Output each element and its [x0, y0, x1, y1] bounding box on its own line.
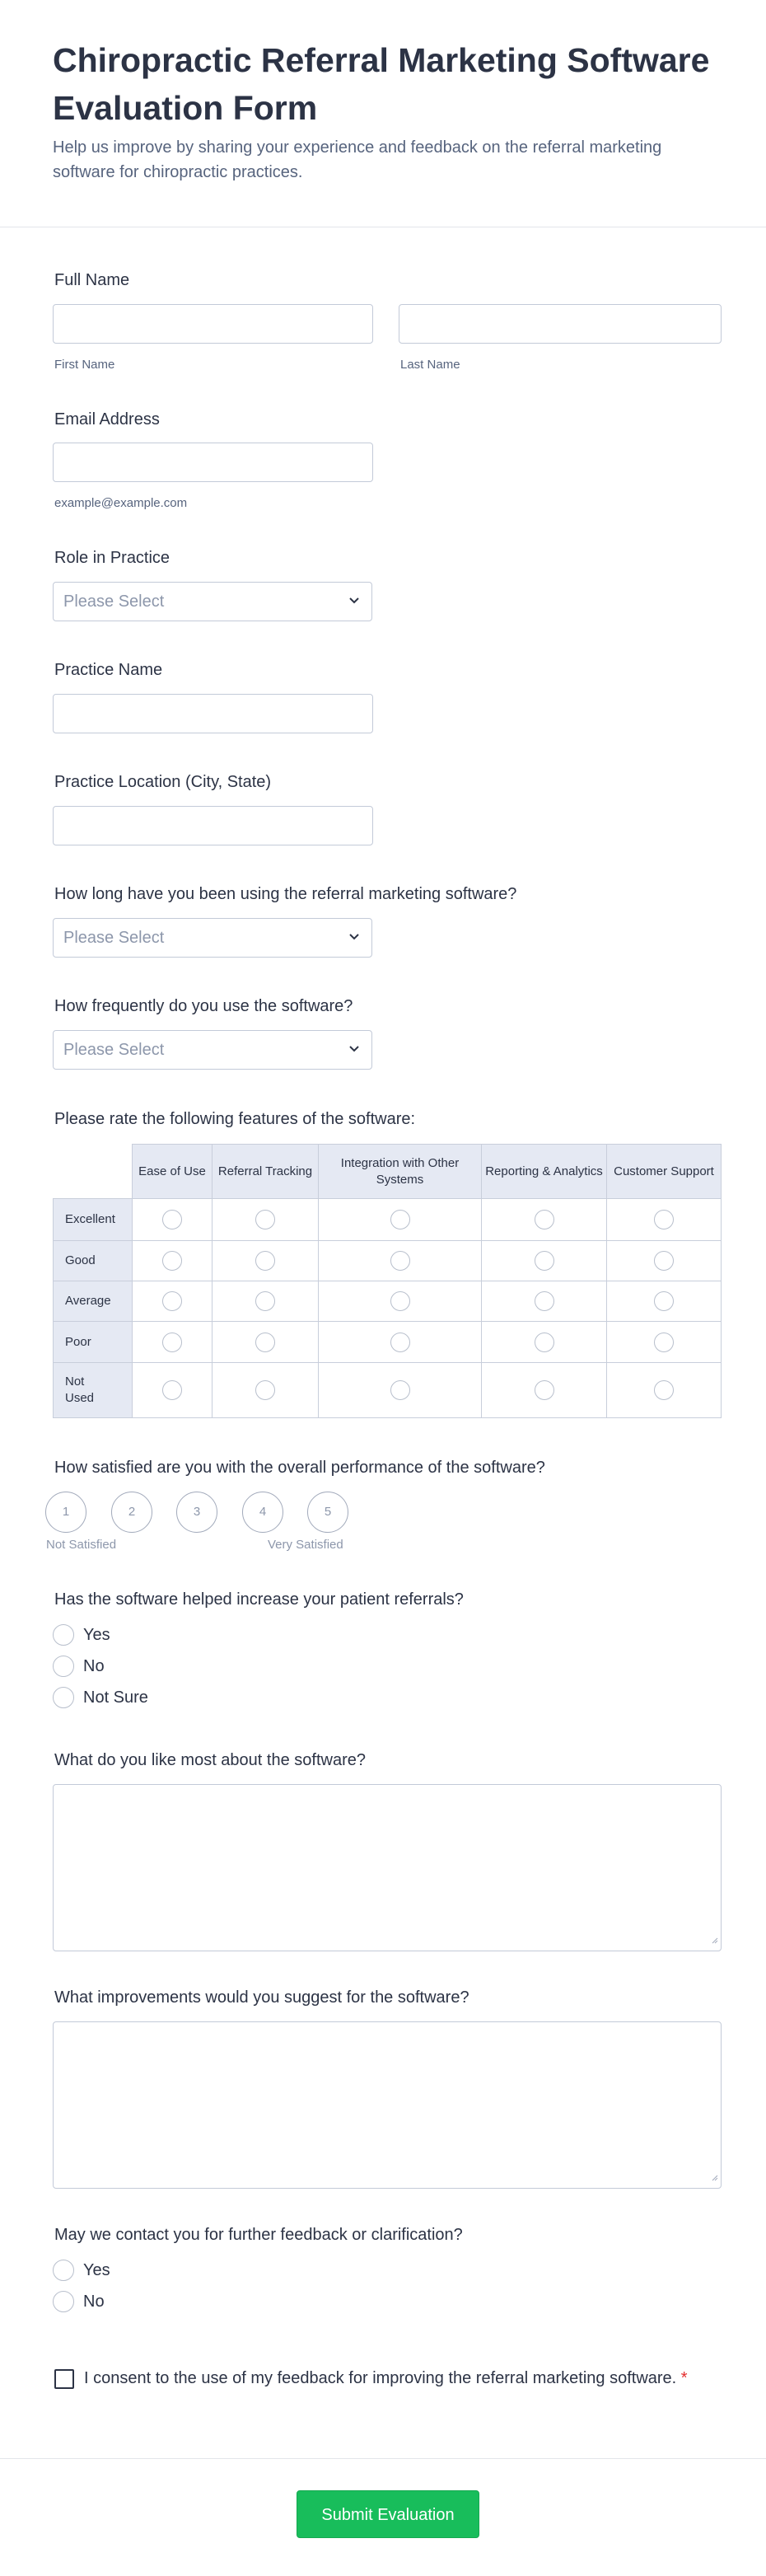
- scale-option-4[interactable]: 4: [242, 1492, 283, 1533]
- matrix-radio[interactable]: [255, 1332, 275, 1352]
- matrix-radio[interactable]: [390, 1210, 410, 1229]
- option-label: No: [83, 2293, 105, 2311]
- option-label: Yes: [83, 1626, 110, 1644]
- form-header: [0, 0, 766, 227]
- matrix-radio[interactable]: [654, 1251, 674, 1271]
- matrix-radio[interactable]: [255, 1210, 275, 1229]
- footer-divider: [0, 2458, 766, 2459]
- usage-frequency-select[interactable]: [53, 1030, 372, 1070]
- matrix-radio[interactable]: [535, 1210, 554, 1229]
- matrix-radio[interactable]: [654, 1291, 674, 1311]
- consent-text: I consent to the use of my feedback for improving the referral marketing software.: [84, 2369, 677, 2387]
- matrix-radio[interactable]: [654, 1332, 674, 1352]
- matrix-radio[interactable]: [390, 1251, 410, 1271]
- practice-name-label: Practice Name: [54, 661, 163, 679]
- rating-matrix: [53, 1144, 722, 1418]
- scale-option-1[interactable]: 1: [45, 1492, 86, 1533]
- role-label: Role in Practice: [54, 549, 170, 567]
- option-label: No: [83, 1657, 105, 1675]
- scale-high-caption: Very Satisfied: [268, 1538, 343, 1552]
- rating-label: Please rate the following features of the software:: [54, 1110, 416, 1128]
- matrix-column-header: Reporting & Analytics: [482, 1145, 607, 1199]
- first-name-sublabel: First Name: [54, 358, 115, 372]
- matrix-radio[interactable]: [390, 1291, 410, 1311]
- matrix-row-label: Average: [54, 1281, 133, 1322]
- scale-option-3[interactable]: 3: [176, 1492, 217, 1533]
- chevron-down-icon: [348, 583, 360, 605]
- matrix-row: [54, 1322, 722, 1363]
- email-sublabel: example@example.com: [54, 496, 188, 510]
- referrals-label: Has the software helped increase your patient referrals?: [54, 1590, 464, 1609]
- matrix-radio[interactable]: [162, 1251, 182, 1271]
- email-label: Email Address: [54, 410, 160, 429]
- radio-button[interactable]: [53, 1687, 74, 1708]
- matrix-row-label: Good: [54, 1241, 133, 1281]
- radio-button[interactable]: [53, 2291, 74, 2312]
- matrix-radio[interactable]: [654, 1380, 674, 1400]
- matrix-column-header: Integration with Other Systems: [319, 1145, 482, 1199]
- matrix-radio[interactable]: [162, 1380, 182, 1400]
- radio-button[interactable]: [53, 1624, 74, 1646]
- like-most-textarea[interactable]: [53, 1784, 722, 1951]
- matrix-row: [54, 1241, 722, 1281]
- option-label: Not Sure: [83, 1688, 148, 1707]
- improvements-textarea[interactable]: [53, 2021, 722, 2189]
- matrix-radio[interactable]: [255, 1251, 275, 1271]
- matrix-radio[interactable]: [535, 1380, 554, 1400]
- matrix-radio[interactable]: [162, 1210, 182, 1229]
- matrix-radio[interactable]: [535, 1251, 554, 1271]
- matrix-row-label: Excellent: [54, 1199, 133, 1241]
- contact-label: May we contact you for further feedback or clarification?: [54, 2226, 463, 2244]
- chevron-down-icon: [348, 1031, 360, 1053]
- matrix-radio[interactable]: [535, 1291, 554, 1311]
- email-input[interactable]: [53, 443, 373, 482]
- matrix-radio[interactable]: [162, 1291, 182, 1311]
- option-label: Yes: [83, 2261, 110, 2279]
- matrix-row-label: Poor: [54, 1322, 133, 1363]
- last-name-sublabel: Last Name: [400, 358, 460, 372]
- submit-button[interactable]: Submit Evaluation: [297, 2490, 479, 2538]
- matrix-radio[interactable]: [390, 1332, 410, 1352]
- improvements-label: What improvements would you suggest for the software?: [54, 1988, 469, 2007]
- practice-location-label: Practice Location (City, State): [54, 773, 272, 791]
- usage-duration-label: How long have you been using the referral marketing software?: [54, 885, 517, 903]
- like-most-label: What do you like most about the software?: [54, 1751, 366, 1769]
- usage-frequency-label: How frequently do you use the software?: [54, 997, 353, 1015]
- matrix-radio[interactable]: [255, 1380, 275, 1400]
- required-mark: *: [680, 2369, 688, 2387]
- matrix-radio[interactable]: [162, 1332, 182, 1352]
- form-title: Chiropractic Referral Marketing Software Evaluation Form: [53, 41, 710, 127]
- role-select-value: Please Select: [63, 592, 165, 611]
- resize-grip-icon[interactable]: [711, 1933, 718, 1948]
- satisfaction-label: How satisfied are you with the overall performance of the software?: [54, 1459, 545, 1477]
- matrix-radio[interactable]: [390, 1380, 410, 1400]
- scale-low-caption: Not Satisfied: [46, 1538, 117, 1552]
- matrix-radio[interactable]: [535, 1332, 554, 1352]
- matrix-radio[interactable]: [255, 1291, 275, 1311]
- matrix-corner: [54, 1145, 133, 1199]
- radio-button[interactable]: [53, 2260, 74, 2281]
- radio-button[interactable]: [53, 1656, 74, 1677]
- role-select[interactable]: [53, 582, 372, 621]
- practice-name-input[interactable]: [53, 694, 373, 733]
- usage-duration-select-value: Please Select: [63, 929, 165, 947]
- chevron-down-icon: [348, 919, 360, 941]
- usage-frequency-select-value: Please Select: [63, 1041, 165, 1059]
- form-subtitle: Help us improve by sharing your experience and feedback on the referral marketing software for chiropractic practices.: [53, 138, 662, 181]
- matrix-row: [54, 1199, 722, 1241]
- scale-option-2[interactable]: 2: [111, 1492, 152, 1533]
- consent-label: [53, 2367, 695, 2390]
- first-name-input[interactable]: [53, 304, 373, 344]
- matrix-column-header: Referral Tracking: [213, 1145, 319, 1199]
- matrix-radio[interactable]: [654, 1210, 674, 1229]
- matrix-row-label: Not Used: [54, 1363, 133, 1418]
- resize-grip-icon[interactable]: [711, 2171, 718, 2185]
- matrix-column-header: Ease of Use: [133, 1145, 213, 1199]
- practice-location-input[interactable]: [53, 806, 373, 845]
- last-name-input[interactable]: [399, 304, 722, 344]
- matrix-row: [54, 1363, 722, 1418]
- matrix-column-header: Customer Support: [607, 1145, 722, 1199]
- matrix-row: [54, 1281, 722, 1322]
- usage-duration-select[interactable]: [53, 918, 372, 958]
- scale-option-5[interactable]: 5: [307, 1492, 348, 1533]
- full-name-label: Full Name: [54, 271, 130, 289]
